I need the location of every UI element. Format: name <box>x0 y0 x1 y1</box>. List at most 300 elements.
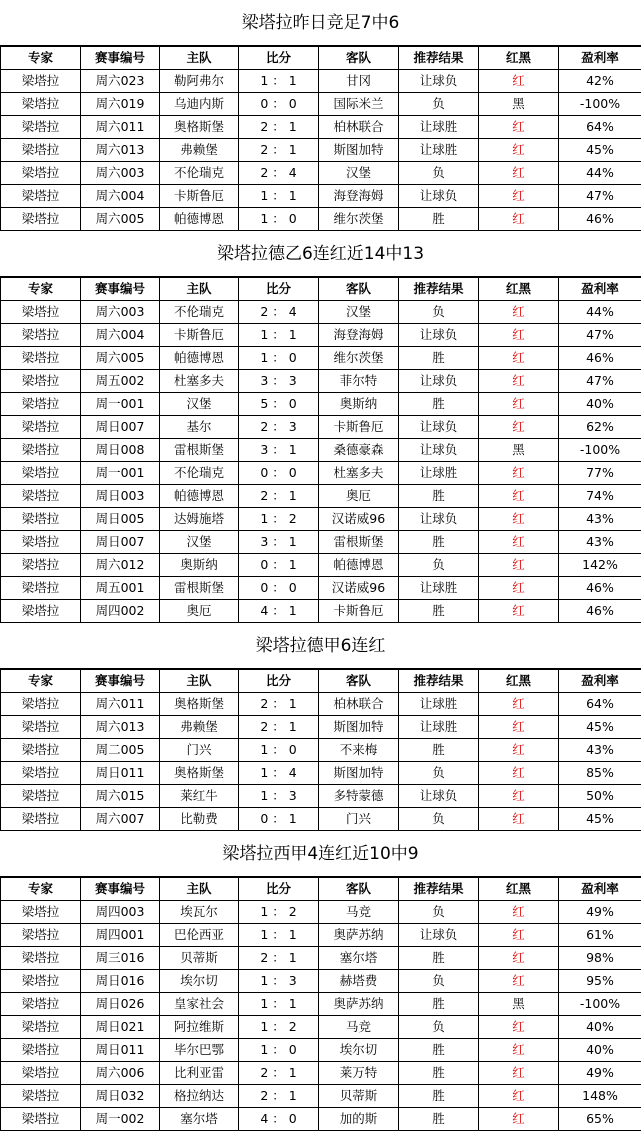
column-header: 推荐结果 <box>399 278 479 301</box>
score-cell: 1 ： 4 <box>239 762 319 785</box>
red-black-cell: 红 <box>479 531 559 554</box>
red-black-cell: 红 <box>479 600 559 623</box>
score-cell: 2 ： 1 <box>239 947 319 970</box>
table-row <box>1 162 641 185</box>
away-team-cell: 贝蒂斯 <box>319 1085 399 1108</box>
table-row <box>1 993 641 1016</box>
profit-rate-cell: 142% <box>559 554 641 577</box>
score-cell: 3 ： 3 <box>239 370 319 393</box>
expert-cell: 梁塔拉 <box>1 324 81 347</box>
expert-cell: 梁塔拉 <box>1 393 81 416</box>
expert-cell: 梁塔拉 <box>1 162 81 185</box>
home-team-cell: 奥格斯堡 <box>160 693 239 716</box>
home-team-cell: 杜塞多夫 <box>160 370 239 393</box>
red-black-cell: 红 <box>479 70 559 93</box>
column-header: 盈利率 <box>559 278 641 301</box>
score-cell: 0 ： 1 <box>239 554 319 577</box>
column-header: 比分 <box>239 278 319 301</box>
match-id-cell: 周日026 <box>81 993 160 1016</box>
match-id-cell: 周日021 <box>81 1016 160 1039</box>
red-black-cell: 红 <box>479 208 559 231</box>
profit-rate-cell: 98% <box>559 947 641 970</box>
away-team-cell: 甘冈 <box>319 70 399 93</box>
pick-result-cell: 胜 <box>399 1108 479 1131</box>
pick-result-cell: 让球负 <box>399 416 479 439</box>
red-black-cell: 黑 <box>479 439 559 462</box>
pick-result-cell: 负 <box>399 162 479 185</box>
red-black-cell: 红 <box>479 116 559 139</box>
expert-cell: 梁塔拉 <box>1 185 81 208</box>
column-header: 专家 <box>1 47 81 70</box>
score-cell: 1 ： 2 <box>239 1016 319 1039</box>
away-team-cell: 帕德博恩 <box>319 554 399 577</box>
pick-result-cell: 让球负 <box>399 508 479 531</box>
red-black-cell: 红 <box>479 1039 559 1062</box>
pick-result-cell: 让球胜 <box>399 139 479 162</box>
home-team-cell: 阿拉维斯 <box>160 1016 239 1039</box>
pick-result-cell: 让球负 <box>399 785 479 808</box>
table-row <box>1 1062 641 1085</box>
column-header: 赛事编号 <box>81 670 160 693</box>
pick-result-cell: 胜 <box>399 485 479 508</box>
column-header: 专家 <box>1 878 81 901</box>
score-cell: 0 ： 0 <box>239 577 319 600</box>
pick-result-cell: 让球胜 <box>399 116 479 139</box>
home-team-cell: 雷根斯堡 <box>160 439 239 462</box>
match-id-cell: 周六006 <box>81 1062 160 1085</box>
column-header: 客队 <box>319 878 399 901</box>
section-title: 梁塔拉昨日竞足7中6 <box>0 0 641 46</box>
expert-cell: 梁塔拉 <box>1 947 81 970</box>
pick-result-cell: 让球负 <box>399 324 479 347</box>
pick-result-cell: 负 <box>399 808 479 831</box>
table-row <box>1 1108 641 1131</box>
home-team-cell: 弗赖堡 <box>160 716 239 739</box>
match-id-cell: 周日003 <box>81 485 160 508</box>
pick-result-cell: 胜 <box>399 1062 479 1085</box>
pick-result-cell: 胜 <box>399 208 479 231</box>
expert-cell: 梁塔拉 <box>1 1016 81 1039</box>
match-id-cell: 周六011 <box>81 693 160 716</box>
table-row <box>1 439 641 462</box>
score-cell: 1 ： 1 <box>239 324 319 347</box>
expert-cell: 梁塔拉 <box>1 208 81 231</box>
score-cell: 2 ： 3 <box>239 416 319 439</box>
red-black-cell: 红 <box>479 1062 559 1085</box>
score-cell: 0 ： 1 <box>239 808 319 831</box>
column-header: 红黑 <box>479 278 559 301</box>
home-team-cell: 帕德博恩 <box>160 208 239 231</box>
match-id-cell: 周日011 <box>81 1039 160 1062</box>
home-team-cell: 奥厄 <box>160 600 239 623</box>
home-team-cell: 塞尔塔 <box>160 1108 239 1131</box>
expert-cell: 梁塔拉 <box>1 462 81 485</box>
profit-rate-cell: 49% <box>559 901 641 924</box>
score-cell: 4 ： 1 <box>239 600 319 623</box>
pick-result-cell: 让球负 <box>399 924 479 947</box>
away-team-cell: 汉诺威96 <box>319 508 399 531</box>
column-header: 比分 <box>239 878 319 901</box>
profit-rate-cell: 45% <box>559 716 641 739</box>
match-id-cell: 周六015 <box>81 785 160 808</box>
profit-rate-cell: 74% <box>559 485 641 508</box>
column-header: 客队 <box>319 278 399 301</box>
column-header: 盈利率 <box>559 47 641 70</box>
pick-result-cell: 负 <box>399 901 479 924</box>
away-team-cell: 马竞 <box>319 1016 399 1039</box>
profit-rate-cell: 46% <box>559 208 641 231</box>
pick-result-cell: 让球胜 <box>399 577 479 600</box>
score-cell: 1 ： 0 <box>239 739 319 762</box>
pick-result-cell: 胜 <box>399 1085 479 1108</box>
table-row <box>1 324 641 347</box>
expert-cell: 梁塔拉 <box>1 970 81 993</box>
match-id-cell: 周六004 <box>81 185 160 208</box>
table-row <box>1 554 641 577</box>
match-id-cell: 周一001 <box>81 462 160 485</box>
expert-cell: 梁塔拉 <box>1 485 81 508</box>
profit-rate-cell: -100% <box>559 439 641 462</box>
section-title: 梁塔拉德甲6连红 <box>0 623 641 669</box>
home-team-cell: 比利亚雷 <box>160 1062 239 1085</box>
match-id-cell: 周六019 <box>81 93 160 116</box>
column-header: 比分 <box>239 47 319 70</box>
pick-result-cell: 胜 <box>399 993 479 1016</box>
column-header: 主队 <box>160 278 239 301</box>
pick-result-cell: 胜 <box>399 739 479 762</box>
table-row <box>1 577 641 600</box>
table-row <box>1 508 641 531</box>
pick-result-cell: 胜 <box>399 947 479 970</box>
red-black-cell: 红 <box>479 970 559 993</box>
match-id-cell: 周日007 <box>81 416 160 439</box>
score-cell: 3 ： 1 <box>239 531 319 554</box>
score-cell: 1 ： 3 <box>239 970 319 993</box>
expert-cell: 梁塔拉 <box>1 1085 81 1108</box>
score-cell: 1 ： 0 <box>239 1039 319 1062</box>
column-header: 比分 <box>239 670 319 693</box>
expert-cell: 梁塔拉 <box>1 1039 81 1062</box>
column-header: 客队 <box>319 47 399 70</box>
red-black-cell: 红 <box>479 462 559 485</box>
profit-rate-cell: 49% <box>559 1062 641 1085</box>
home-team-cell: 卡斯鲁厄 <box>160 324 239 347</box>
score-cell: 3 ： 1 <box>239 439 319 462</box>
table-row <box>1 739 641 762</box>
profit-rate-cell: -100% <box>559 93 641 116</box>
red-black-cell: 红 <box>479 370 559 393</box>
expert-cell: 梁塔拉 <box>1 439 81 462</box>
away-team-cell: 国际米兰 <box>319 93 399 116</box>
table-row <box>1 531 641 554</box>
profit-rate-cell: 43% <box>559 739 641 762</box>
red-black-cell: 红 <box>479 554 559 577</box>
away-team-cell: 奥萨苏纳 <box>319 993 399 1016</box>
red-black-cell: 红 <box>479 947 559 970</box>
expert-cell: 梁塔拉 <box>1 577 81 600</box>
pick-result-cell: 让球负 <box>399 370 479 393</box>
away-team-cell: 多特蒙德 <box>319 785 399 808</box>
pick-result-cell: 负 <box>399 554 479 577</box>
home-team-cell: 不伦瑞克 <box>160 301 239 324</box>
expert-cell: 梁塔拉 <box>1 1062 81 1085</box>
home-team-cell: 巴伦西亚 <box>160 924 239 947</box>
pick-result-cell: 负 <box>399 970 479 993</box>
red-black-cell: 红 <box>479 508 559 531</box>
home-team-cell: 贝蒂斯 <box>160 947 239 970</box>
table-row <box>1 1039 641 1062</box>
profit-rate-cell: 95% <box>559 970 641 993</box>
expert-cell: 梁塔拉 <box>1 347 81 370</box>
away-team-cell: 斯图加特 <box>319 716 399 739</box>
profit-rate-cell: 40% <box>559 1039 641 1062</box>
table-row <box>1 416 641 439</box>
away-team-cell: 维尔茨堡 <box>319 208 399 231</box>
expert-cell: 梁塔拉 <box>1 808 81 831</box>
red-black-cell: 红 <box>479 785 559 808</box>
home-team-cell: 奥格斯堡 <box>160 116 239 139</box>
red-black-cell: 红 <box>479 485 559 508</box>
match-id-cell: 周日032 <box>81 1085 160 1108</box>
column-header: 推荐结果 <box>399 670 479 693</box>
home-team-cell: 奥格斯堡 <box>160 762 239 785</box>
home-team-cell: 门兴 <box>160 739 239 762</box>
profit-rate-cell: 77% <box>559 462 641 485</box>
red-black-cell: 黑 <box>479 993 559 1016</box>
pick-result-cell: 让球负 <box>399 185 479 208</box>
match-id-cell: 周六005 <box>81 347 160 370</box>
table-row <box>1 462 641 485</box>
results-table <box>0 46 641 231</box>
match-id-cell: 周日005 <box>81 508 160 531</box>
profit-rate-cell: -100% <box>559 993 641 1016</box>
table-row <box>1 600 641 623</box>
match-id-cell: 周六023 <box>81 70 160 93</box>
home-team-cell: 奥斯纳 <box>160 554 239 577</box>
column-header: 主队 <box>160 670 239 693</box>
score-cell: 1 ： 1 <box>239 185 319 208</box>
column-header: 赛事编号 <box>81 278 160 301</box>
profit-rate-cell: 47% <box>559 370 641 393</box>
home-team-cell: 雷根斯堡 <box>160 577 239 600</box>
red-black-cell: 红 <box>479 577 559 600</box>
red-black-cell: 红 <box>479 739 559 762</box>
match-id-cell: 周一002 <box>81 1108 160 1131</box>
red-black-cell: 红 <box>479 808 559 831</box>
expert-cell: 梁塔拉 <box>1 416 81 439</box>
expert-cell: 梁塔拉 <box>1 693 81 716</box>
red-black-cell: 红 <box>479 301 559 324</box>
home-team-cell: 皇家社会 <box>160 993 239 1016</box>
expert-cell: 梁塔拉 <box>1 508 81 531</box>
red-black-cell: 红 <box>479 347 559 370</box>
home-team-cell: 比勒费 <box>160 808 239 831</box>
results-table <box>0 877 641 1131</box>
score-cell: 1 ： 0 <box>239 208 319 231</box>
away-team-cell: 不来梅 <box>319 739 399 762</box>
score-cell: 2 ： 1 <box>239 693 319 716</box>
table-row <box>1 785 641 808</box>
match-id-cell: 周二005 <box>81 739 160 762</box>
expert-cell: 梁塔拉 <box>1 70 81 93</box>
red-black-cell: 红 <box>479 693 559 716</box>
away-team-cell: 桑德豪森 <box>319 439 399 462</box>
score-cell: 5 ： 0 <box>239 393 319 416</box>
table-row <box>1 347 641 370</box>
home-team-cell: 汉堡 <box>160 393 239 416</box>
score-cell: 1 ： 2 <box>239 508 319 531</box>
match-id-cell: 周四001 <box>81 924 160 947</box>
table-row <box>1 139 641 162</box>
profit-rate-cell: 47% <box>559 185 641 208</box>
pick-result-cell: 让球负 <box>399 70 479 93</box>
table-header-row <box>1 278 641 301</box>
away-team-cell: 赫塔费 <box>319 970 399 993</box>
away-team-cell: 马竞 <box>319 901 399 924</box>
score-cell: 1 ： 2 <box>239 901 319 924</box>
match-id-cell: 周六012 <box>81 554 160 577</box>
profit-rate-cell: 45% <box>559 808 641 831</box>
red-black-cell: 红 <box>479 1108 559 1131</box>
match-id-cell: 周四003 <box>81 901 160 924</box>
away-team-cell: 卡斯鲁厄 <box>319 600 399 623</box>
expert-cell: 梁塔拉 <box>1 370 81 393</box>
away-team-cell: 海登海姆 <box>319 185 399 208</box>
score-cell: 2 ： 1 <box>239 116 319 139</box>
profit-rate-cell: 45% <box>559 139 641 162</box>
pick-result-cell: 胜 <box>399 393 479 416</box>
away-team-cell: 雷根斯堡 <box>319 531 399 554</box>
table-row <box>1 924 641 947</box>
away-team-cell: 汉堡 <box>319 162 399 185</box>
column-header: 红黑 <box>479 670 559 693</box>
column-header: 盈利率 <box>559 878 641 901</box>
home-team-cell: 格拉纳达 <box>160 1085 239 1108</box>
column-header: 专家 <box>1 670 81 693</box>
away-team-cell: 杜塞多夫 <box>319 462 399 485</box>
home-team-cell: 基尔 <box>160 416 239 439</box>
expert-cell: 梁塔拉 <box>1 716 81 739</box>
away-team-cell: 汉堡 <box>319 301 399 324</box>
profit-rate-cell: 40% <box>559 393 641 416</box>
home-team-cell: 卡斯鲁厄 <box>160 185 239 208</box>
home-team-cell: 埃尔切 <box>160 970 239 993</box>
table-row <box>1 370 641 393</box>
profit-rate-cell: 46% <box>559 577 641 600</box>
table-row <box>1 393 641 416</box>
table-header-row <box>1 670 641 693</box>
expert-cell: 梁塔拉 <box>1 785 81 808</box>
table-row <box>1 1016 641 1039</box>
home-team-cell: 毕尔巴鄂 <box>160 1039 239 1062</box>
match-id-cell: 周日008 <box>81 439 160 462</box>
red-black-cell: 红 <box>479 924 559 947</box>
home-team-cell: 莱红牛 <box>160 785 239 808</box>
red-black-cell: 红 <box>479 393 559 416</box>
home-team-cell: 达姆施塔 <box>160 508 239 531</box>
table-row <box>1 185 641 208</box>
expert-cell: 梁塔拉 <box>1 600 81 623</box>
pick-result-cell: 让球胜 <box>399 693 479 716</box>
column-header: 盈利率 <box>559 670 641 693</box>
profit-rate-cell: 46% <box>559 600 641 623</box>
pick-result-cell: 让球负 <box>399 439 479 462</box>
table-row <box>1 970 641 993</box>
expert-cell: 梁塔拉 <box>1 554 81 577</box>
column-header: 主队 <box>160 47 239 70</box>
home-team-cell: 汉堡 <box>160 531 239 554</box>
match-id-cell: 周三016 <box>81 947 160 970</box>
home-team-cell: 帕德博恩 <box>160 347 239 370</box>
column-header: 赛事编号 <box>81 47 160 70</box>
away-team-cell: 柏林联合 <box>319 116 399 139</box>
match-id-cell: 周六003 <box>81 162 160 185</box>
score-cell: 2 ： 4 <box>239 162 319 185</box>
away-team-cell: 汉诺威96 <box>319 577 399 600</box>
score-cell: 1 ： 1 <box>239 993 319 1016</box>
pick-result-cell: 胜 <box>399 600 479 623</box>
table-row <box>1 762 641 785</box>
red-black-cell: 红 <box>479 716 559 739</box>
column-header: 赛事编号 <box>81 878 160 901</box>
score-cell: 2 ： 1 <box>239 1085 319 1108</box>
table-row <box>1 808 641 831</box>
table-row <box>1 93 641 116</box>
match-id-cell: 周六011 <box>81 116 160 139</box>
profit-rate-cell: 148% <box>559 1085 641 1108</box>
away-team-cell: 奥斯纳 <box>319 393 399 416</box>
column-header: 主队 <box>160 878 239 901</box>
pick-result-cell: 让球胜 <box>399 716 479 739</box>
profit-rate-cell: 62% <box>559 416 641 439</box>
away-team-cell: 塞尔塔 <box>319 947 399 970</box>
profit-rate-cell: 85% <box>559 762 641 785</box>
red-black-cell: 红 <box>479 901 559 924</box>
expert-cell: 梁塔拉 <box>1 739 81 762</box>
table-header-row <box>1 47 641 70</box>
away-team-cell: 卡斯鲁厄 <box>319 416 399 439</box>
match-id-cell: 周一001 <box>81 393 160 416</box>
expert-cell: 梁塔拉 <box>1 93 81 116</box>
pick-result-cell: 胜 <box>399 1039 479 1062</box>
table-row <box>1 693 641 716</box>
column-header: 红黑 <box>479 47 559 70</box>
red-black-cell: 红 <box>479 416 559 439</box>
table-row <box>1 70 641 93</box>
table-row <box>1 485 641 508</box>
expert-cell: 梁塔拉 <box>1 1108 81 1131</box>
score-cell: 1 ： 1 <box>239 70 319 93</box>
score-cell: 1 ： 1 <box>239 924 319 947</box>
score-cell: 1 ： 3 <box>239 785 319 808</box>
red-black-cell: 红 <box>479 1085 559 1108</box>
home-team-cell: 乌迪内斯 <box>160 93 239 116</box>
match-id-cell: 周日007 <box>81 531 160 554</box>
away-team-cell: 菲尔特 <box>319 370 399 393</box>
expert-cell: 梁塔拉 <box>1 531 81 554</box>
profit-rate-cell: 61% <box>559 924 641 947</box>
home-team-cell: 埃瓦尔 <box>160 901 239 924</box>
away-team-cell: 海登海姆 <box>319 324 399 347</box>
red-black-cell: 红 <box>479 1016 559 1039</box>
home-team-cell: 勒阿弗尔 <box>160 70 239 93</box>
away-team-cell: 斯图加特 <box>319 139 399 162</box>
red-black-cell: 红 <box>479 185 559 208</box>
table-row <box>1 716 641 739</box>
column-header: 客队 <box>319 670 399 693</box>
match-id-cell: 周五001 <box>81 577 160 600</box>
profit-rate-cell: 64% <box>559 116 641 139</box>
